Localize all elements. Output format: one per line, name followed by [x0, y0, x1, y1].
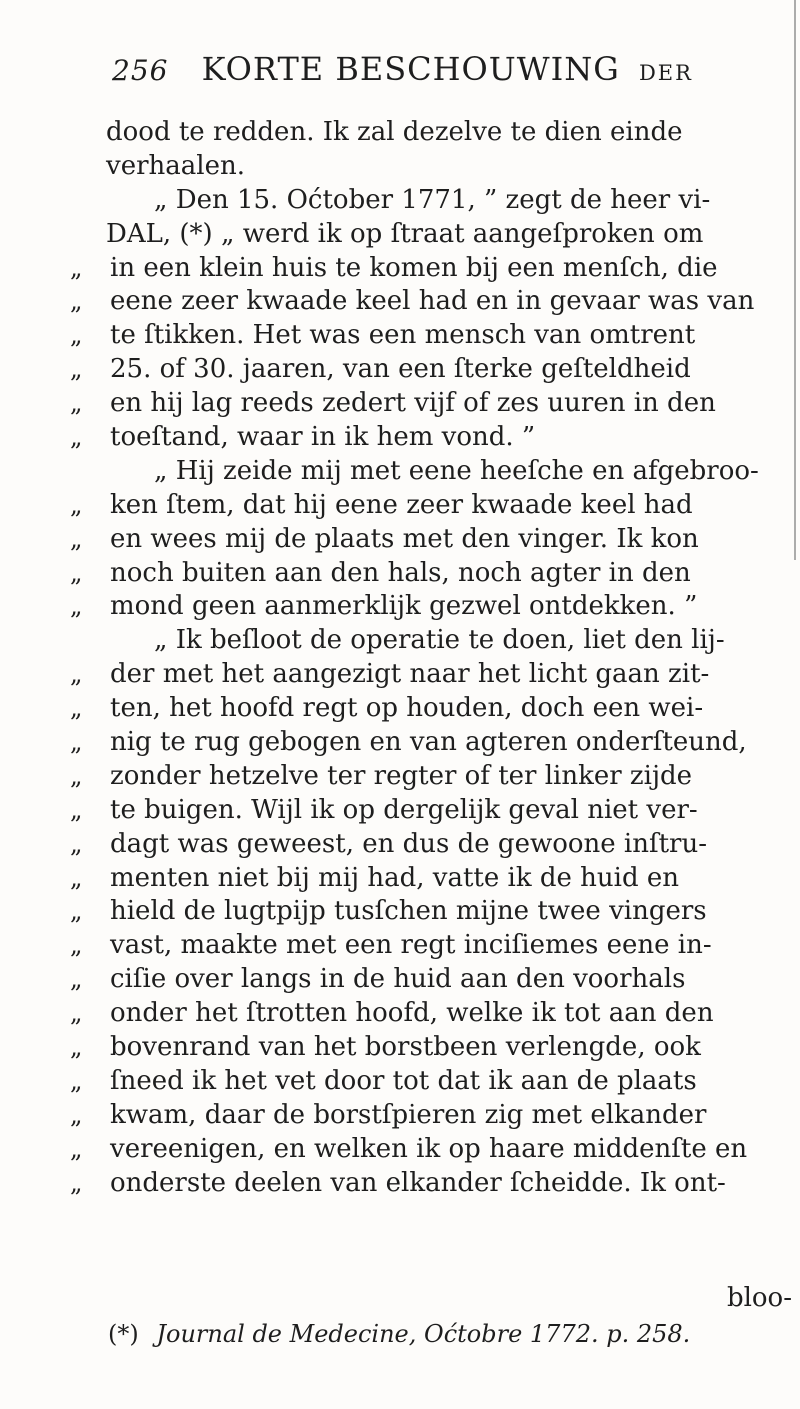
quote-mark: „ [70, 863, 83, 892]
text-line [70, 353, 760, 387]
line-text: ken ſtem, dat hij eene zeer kwaade keel had [110, 489, 693, 520]
quote-mark: „ [70, 1066, 83, 1095]
text-line [70, 963, 760, 997]
quote-mark: „ [70, 558, 83, 587]
text-line [70, 658, 760, 692]
line-text: „ Ik beſloot de operatie te doen, liet den lij- [154, 625, 725, 656]
text-line [70, 862, 760, 896]
text-line [70, 1031, 760, 1065]
line-text: mond geen aanmerklijk gezwel ontdekken. ” [110, 591, 698, 622]
page-number: 256 [112, 54, 169, 87]
text-line [70, 455, 760, 489]
text-line [70, 523, 760, 557]
quote-mark: „ [70, 423, 83, 452]
line-text: „ Hij zeide mij met eene heeſche en afgebroo- [154, 455, 759, 486]
line-text: onder het ſtrotten hoofd, welke ik tot aan den [110, 998, 714, 1029]
line-text: bovenrand van het borstbeen verlengde, ook [110, 1032, 701, 1063]
quote-mark: „ [70, 1168, 83, 1197]
line-text: toeſtand, waar in ik hem vond. ” [110, 422, 536, 453]
text-line [70, 929, 760, 963]
line-text: hield de lugtpijp tusſchen mijne twee vingers [110, 896, 707, 927]
text-line [70, 692, 760, 726]
line-text: DAL, (*) „ werd ik op ſtraat aangeſproken om [106, 218, 704, 249]
text-line [70, 116, 760, 150]
text-line [70, 184, 760, 218]
text-line [70, 285, 760, 319]
line-text: 25. of 30. jaaren, van een ſterke geſteldheid [110, 354, 691, 385]
running-head-title: KORTE BESCHOUWING [201, 50, 620, 88]
body-text [70, 116, 760, 1201]
line-text: noch buiten aan den hals, noch agter in den [110, 557, 691, 588]
running-head [112, 50, 692, 90]
line-text: verhaalen. [106, 150, 245, 181]
text-line [70, 150, 760, 184]
quote-mark: „ [70, 931, 83, 960]
quote-mark: „ [70, 829, 83, 858]
quote-mark: „ [70, 524, 83, 553]
text-line [70, 252, 760, 286]
line-text: kwam, daar de borstſpieren zig met elkander [110, 1099, 707, 1130]
text-line [70, 319, 760, 353]
quote-mark: „ [70, 1134, 83, 1163]
footnote-source: Journal de Medecine, Oćtobre 1772. p. 258. [156, 1320, 691, 1348]
text-line [70, 387, 760, 421]
text-line [70, 1167, 760, 1201]
quote-mark: „ [70, 490, 83, 519]
catchword: bloo- [726, 1283, 792, 1313]
text-line [70, 557, 760, 591]
line-text: eene zeer kwaade keel had en in gevaar was van [110, 286, 755, 317]
line-text: dood te redden. Ik zal dezelve te dien einde [106, 117, 683, 147]
text-line [70, 489, 760, 523]
quote-mark: „ [70, 287, 83, 316]
line-text: ten, het hoofd regt op houden, doch een wei- [110, 693, 704, 724]
quote-mark: „ [70, 592, 83, 621]
text-line [70, 1133, 760, 1167]
quote-mark: „ [70, 965, 83, 994]
line-text: ſneed ik het vet door tot dat ik aan de plaats [110, 1065, 697, 1096]
text-line [70, 590, 760, 624]
footnote-mark: (*) [108, 1320, 139, 1348]
quote-mark: „ [70, 389, 83, 418]
text-line [70, 997, 760, 1031]
line-text: en hij lag reeds zedert vijf of zes uuren in den [110, 388, 716, 419]
text-line [70, 421, 760, 455]
line-text: „ Den 15. Oćtober 1771, ” zegt de heer vi- [154, 184, 711, 215]
quote-mark: „ [70, 1100, 83, 1129]
quote-mark: „ [70, 355, 83, 384]
quote-mark: „ [70, 694, 83, 723]
text-line [70, 1065, 760, 1099]
quote-mark: „ [70, 1033, 83, 1062]
text-line [70, 1099, 760, 1133]
text-line [70, 828, 760, 862]
line-text: vast, maakte met een regt inciſiemes eene in- [110, 930, 712, 961]
quote-mark: „ [70, 253, 83, 282]
line-text: te ſtikken. Het was een mensch van omtrent [110, 320, 696, 351]
quote-mark: „ [70, 999, 83, 1028]
page-edge-shadow [794, 0, 796, 560]
line-text: zonder hetzelve ter regter of ter linker zijde [110, 760, 693, 791]
line-text: onderste deelen van elkander ſcheidde. Ik ont- [110, 1167, 726, 1198]
line-text: en wees mij de plaats met den vinger. Ik kon [110, 523, 699, 554]
text-line [70, 624, 760, 658]
line-text: dagt was geweest, en dus de gewoone inſtru- [110, 828, 708, 859]
quote-mark: „ [70, 897, 83, 926]
text-line [70, 760, 760, 794]
quote-mark: „ [70, 321, 83, 350]
line-text: ciſie over langs in de huid aan den voorhals [110, 964, 686, 995]
quote-mark: „ [70, 660, 83, 689]
line-text: nig te rug gebogen en van agteren onderſteund, [110, 727, 747, 758]
quote-mark: „ [70, 795, 83, 824]
text-line [70, 218, 760, 252]
line-text: der met het aangezigt naar het licht gaan zit- [110, 659, 710, 690]
quote-mark: „ [70, 761, 83, 790]
line-text: menten niet bij mij had, vatte ik de huid en [110, 862, 680, 893]
text-line [70, 895, 760, 929]
quote-mark: „ [70, 728, 83, 757]
text-line [70, 794, 760, 828]
footnote [108, 1320, 690, 1348]
line-text: in een klein huis te komen bij een menſch, die [110, 252, 718, 283]
text-line [70, 726, 760, 760]
line-text: te buigen. Wijl ik op dergelijk geval niet ver- [110, 794, 698, 825]
line-text: vereenigen, en welken ik op haare middenſte en [110, 1133, 748, 1164]
running-head-tail: DER [638, 61, 693, 85]
